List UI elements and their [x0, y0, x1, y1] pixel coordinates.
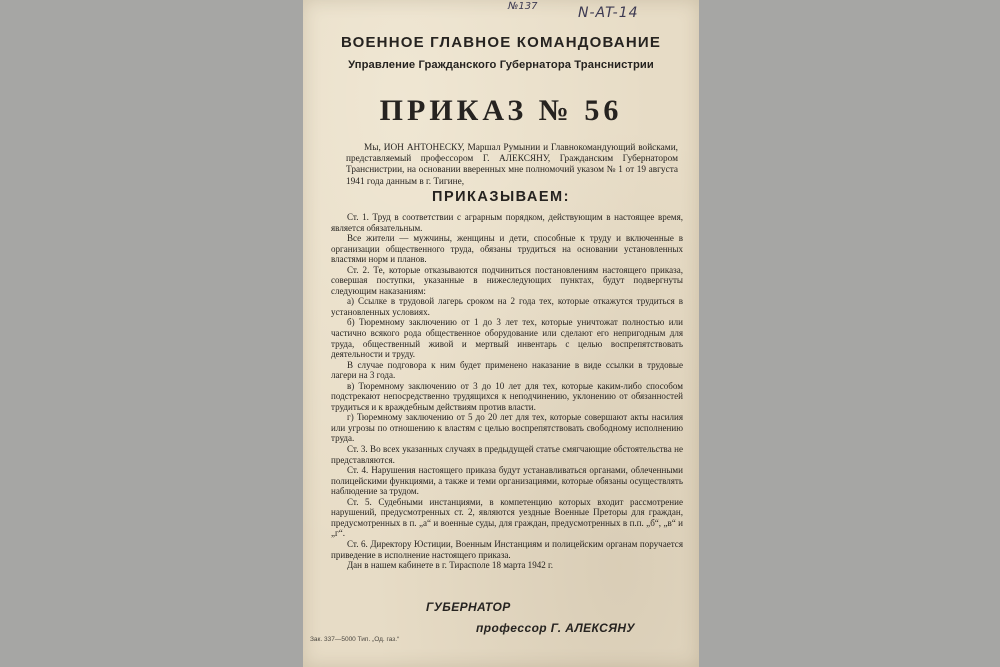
handwritten-reference: N-AT-14: [578, 5, 639, 21]
paragraph-art5: Ст. 5. Судебными инстанциями, в компетенцию которых входит рассмотрение нарушений, предусмотренных ст. 2, являются уездные Военные Преторы для граждан, предусмотренных в п. „а“ и военные суды, для граждан, предусмотренных в п.п. „б“, „в“ и „г“.: [331, 496, 683, 539]
signature-name: профессор Г. АЛЕКСЯНУ: [476, 621, 635, 635]
paragraph-art2-a: а) Ссылке в трудовой лагерь сроком на 2 года тех, которые откажутся трудиться в установленных условиях.: [331, 296, 683, 317]
decree-heading: ПРИКАЗЫВАЕМ:: [432, 189, 570, 205]
paragraph-art3: Ст. 3. Во всех указанных случаях в предыдущей статье смягчающие обстоятельства не представляются.: [331, 444, 683, 465]
paragraph-art2-b: б) Тюремному заключению от 1 до 3 лет тех, которые уничтожат полностью или частично всякого рода общественное оборудование или сделают его непригодным для труда, общественный живой и мертвый инвентарь с целью воспрепятствовать деятельности и труду.: [331, 317, 683, 360]
header-administration: Управление Гражданского Губернатора Транснистрии: [348, 59, 654, 71]
signature-title: ГУБЕРНАТОР: [426, 600, 511, 614]
intro-paragraph: Мы, ИОН АНТОНЕСКУ, Маршал Румынии и Главнокомандующий войсками, представляемый профессором Г. АЛЕКСЯНУ, Гражданским Губернатором Транснистрии, на основании вверенных мне полномочий указом № 1 от 19 августа 1941 года данным в г. Тигине,: [346, 143, 678, 187]
order-title: ПРИКАЗ № 56: [379, 94, 623, 127]
paragraph-art2-c: в) Тюремному заключению от 3 до 10 лет для тех, которые каким-либо способом подстрекают непосредственно трудящихся к неподчинению, уклонению от обязанностей трудиться и к враждебным действиям против власти.: [331, 380, 683, 412]
paragraph-art2-incitement: В случае подговора к ним будет применено наказание в виде ссылки в трудовые лагери на 3 года.: [331, 359, 683, 381]
paragraph-art6: Ст. 6. Директору Юстиции, Военным Инстанциям и полицейским органам поручается приведение в исполнение настоящего приказа.: [331, 538, 683, 560]
paragraph-art2: Ст. 2. Те, которые отказываются подчиниться постановлениям настоящего приказа, совершая поступки, указанные в нижеследующих пунктах, будут подвергнуты следующим наказаниям:: [331, 264, 683, 296]
paragraph-art4: Ст. 4. Нарушения настоящего приказа будут устанавливаться органами, облеченными полицейскими функциями, а также и теми организациями, которые обязаны осуществлять наблюдение за трудом.: [331, 465, 683, 497]
handwritten-number: №137: [508, 1, 538, 12]
paragraph-issued: Дан в нашем кабинете в г. Тирасполе 18 марта 1942 г.: [347, 560, 553, 571]
paragraph-art1-residents: Все жители — мужчины, женщины и дети, способные к труду и включенные в организации общественного труда, обязаны трудиться на основании установленных властями норм и планов.: [331, 233, 683, 265]
paragraph-art1: Ст. 1. Труд в соответствии с аграрным порядком, действующим в настоящее время, является обязательным.: [331, 212, 683, 233]
order-body: [331, 212, 683, 571]
document-sheet: [303, 0, 699, 667]
header-command: ВОЕННОЕ ГЛАВНОЕ КОМАНДОВАНИЕ: [340, 34, 662, 51]
print-imprint: Зак. 337—5000 Тип. „Од. газ.“: [310, 636, 400, 643]
paragraph-art2-d: г) Тюремному заключению от 5 до 20 лет для тех, которые совершают акты насилия или угрозы по отношению к властям с целью воспрепятствовать свободному исполнению труда.: [331, 412, 683, 444]
